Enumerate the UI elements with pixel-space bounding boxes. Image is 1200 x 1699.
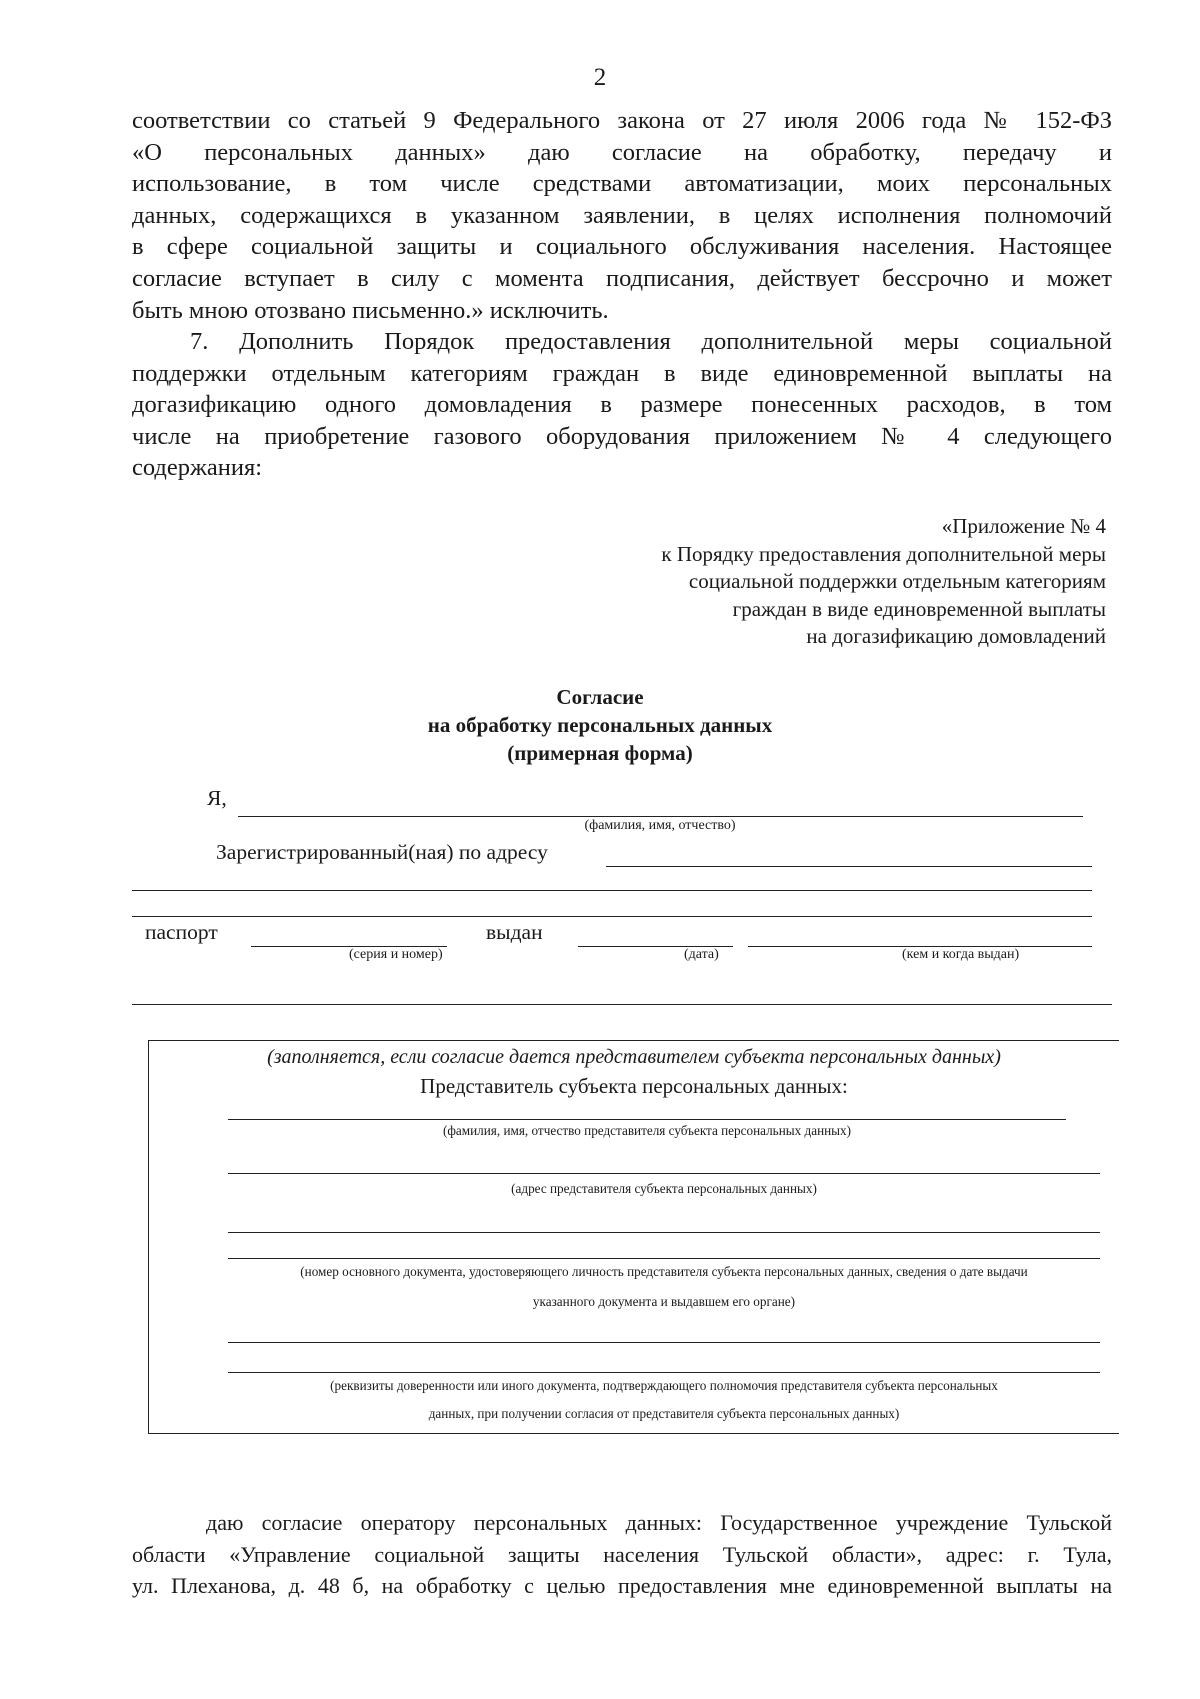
passport-extra-line[interactable]: [132, 1004, 1112, 1005]
paragraph-1-line: использование, в том числе средствами автоматизации, моих персональных: [132, 170, 1112, 198]
form-title-line: Согласие: [556, 685, 644, 709]
representative-heading: Представитель субъекта персональных данных:: [420, 1074, 848, 1098]
rep-document-line-2[interactable]: [228, 1258, 1100, 1259]
paragraph-2-line: числе на приобретение газового оборудования приложением № 4 следующего: [132, 422, 1112, 450]
appendix-header-line: социальной поддержки отдельным категориям: [688, 569, 1106, 594]
paragraph-1-line: согласие вступает в силу с момента подписания, действует бессрочно и может: [132, 264, 1112, 292]
appendix-header-line: граждан в виде единовременной выплаты: [732, 596, 1106, 621]
fio-caption: (фамилия, имя, отчество): [584, 818, 736, 833]
paragraph-2-line: 7. Дополнить Порядок предоставления дополнительной меры социальной: [190, 328, 1112, 355]
form-title-line: на обработку персональных данных: [427, 713, 773, 737]
issued-label: выдан: [486, 920, 543, 944]
paragraph-2-line: догазификацию одного домовладения в размере понесенных расходов, в том: [132, 391, 1112, 419]
paragraph-3-line: ул. Плеханова, д. 48 б, на обработку с целью предоставления мне единовременной выплаты на: [132, 1573, 1112, 1599]
paragraph-1-line: данных, содержащихся в указанном заявлении, в целях исполнения полномочий: [132, 201, 1112, 229]
paragraph-1-line: «О персональных данных» даю согласие на обработку, передачу и: [132, 138, 1112, 166]
rep-proxy-line[interactable]: [228, 1342, 1100, 1343]
rep-address-line[interactable]: [228, 1173, 1100, 1174]
paragraph-3: [132, 1507, 1112, 1602]
fio-field-line[interactable]: [238, 816, 1083, 817]
form-title-line: (примерная форма): [507, 741, 693, 765]
paragraph-1-line: быть мною отозвано письменно.» исключить.: [132, 296, 609, 324]
paragraph-2-line: поддержки отдельным категориям граждан в виде единовременной выплаты на: [132, 359, 1112, 387]
rep-document-line[interactable]: [228, 1232, 1100, 1233]
series-caption: (серия и номер): [349, 947, 443, 962]
rep-fio-line[interactable]: [228, 1119, 1066, 1120]
address-field-line[interactable]: [606, 866, 1092, 867]
address-label: Зарегистрированный(ная) по адресу: [216, 840, 548, 864]
i-label: Я,: [207, 786, 227, 810]
paragraph-2: [132, 326, 1112, 484]
page-number: 2: [593, 64, 607, 91]
address-field-line-3[interactable]: [132, 916, 1092, 917]
paragraph-3-line: области «Управление социальной защиты населения Тульской области», адрес: г. Тула,: [132, 1541, 1112, 1567]
representative-note: (заполняется, если согласие дается представителем субъекта персональных данных): [267, 1046, 1001, 1068]
appendix-header-line: к Порядку предоставления дополнительной меры: [661, 541, 1106, 566]
rep-proxy-line-2[interactable]: [228, 1372, 1100, 1373]
appendix-header-line: на догазификацию домовладений: [806, 624, 1106, 649]
rep-fio-caption: (фамилия, имя, отчество представителя субъекта персональных данных): [442, 1123, 852, 1138]
appendix-header-line: «Приложение № 4: [941, 514, 1106, 538]
rep-document-caption-2: указанного документа и выдавшем его органе): [532, 1294, 796, 1309]
rep-proxy-caption-2: данных, при получении согласия от представителя субъекта персональных данных): [428, 1406, 900, 1421]
issued-by-caption: (кем и когда выдан): [902, 947, 1020, 962]
paragraph-3-line: даю согласие оператору персональных данных: Государственное учреждение Тульской: [206, 1510, 1112, 1535]
date-caption: (дата): [684, 947, 719, 962]
paragraph-1: [132, 105, 1112, 326]
form-title: [0, 683, 1200, 767]
representative-box: [148, 1040, 1119, 1434]
address-field-line-2[interactable]: [132, 890, 1092, 891]
rep-address-caption: (адрес представителя субъекта персональных данных): [511, 1181, 817, 1196]
paragraph-1-line: соответствии со статьей 9 Федерального закона от 27 июля 2006 года № 152-ФЗ: [132, 107, 1112, 134]
passport-label: паспорт: [145, 920, 218, 944]
paragraph-2-line: содержания:: [132, 454, 263, 482]
rep-proxy-caption-1: (реквизиты доверенности или иного документа, подтверждающего полномочия представителя субъекта персональных: [330, 1378, 998, 1393]
appendix-header: [661, 513, 1106, 651]
paragraph-1-line: в сфере социальной защиты и социального обслуживания населения. Настоящее: [132, 233, 1112, 261]
rep-document-caption-1: (номер основного документа, удостоверяющего личность представителя субъекта персональных данных, сведения о дате выдачи: [300, 1264, 1028, 1279]
